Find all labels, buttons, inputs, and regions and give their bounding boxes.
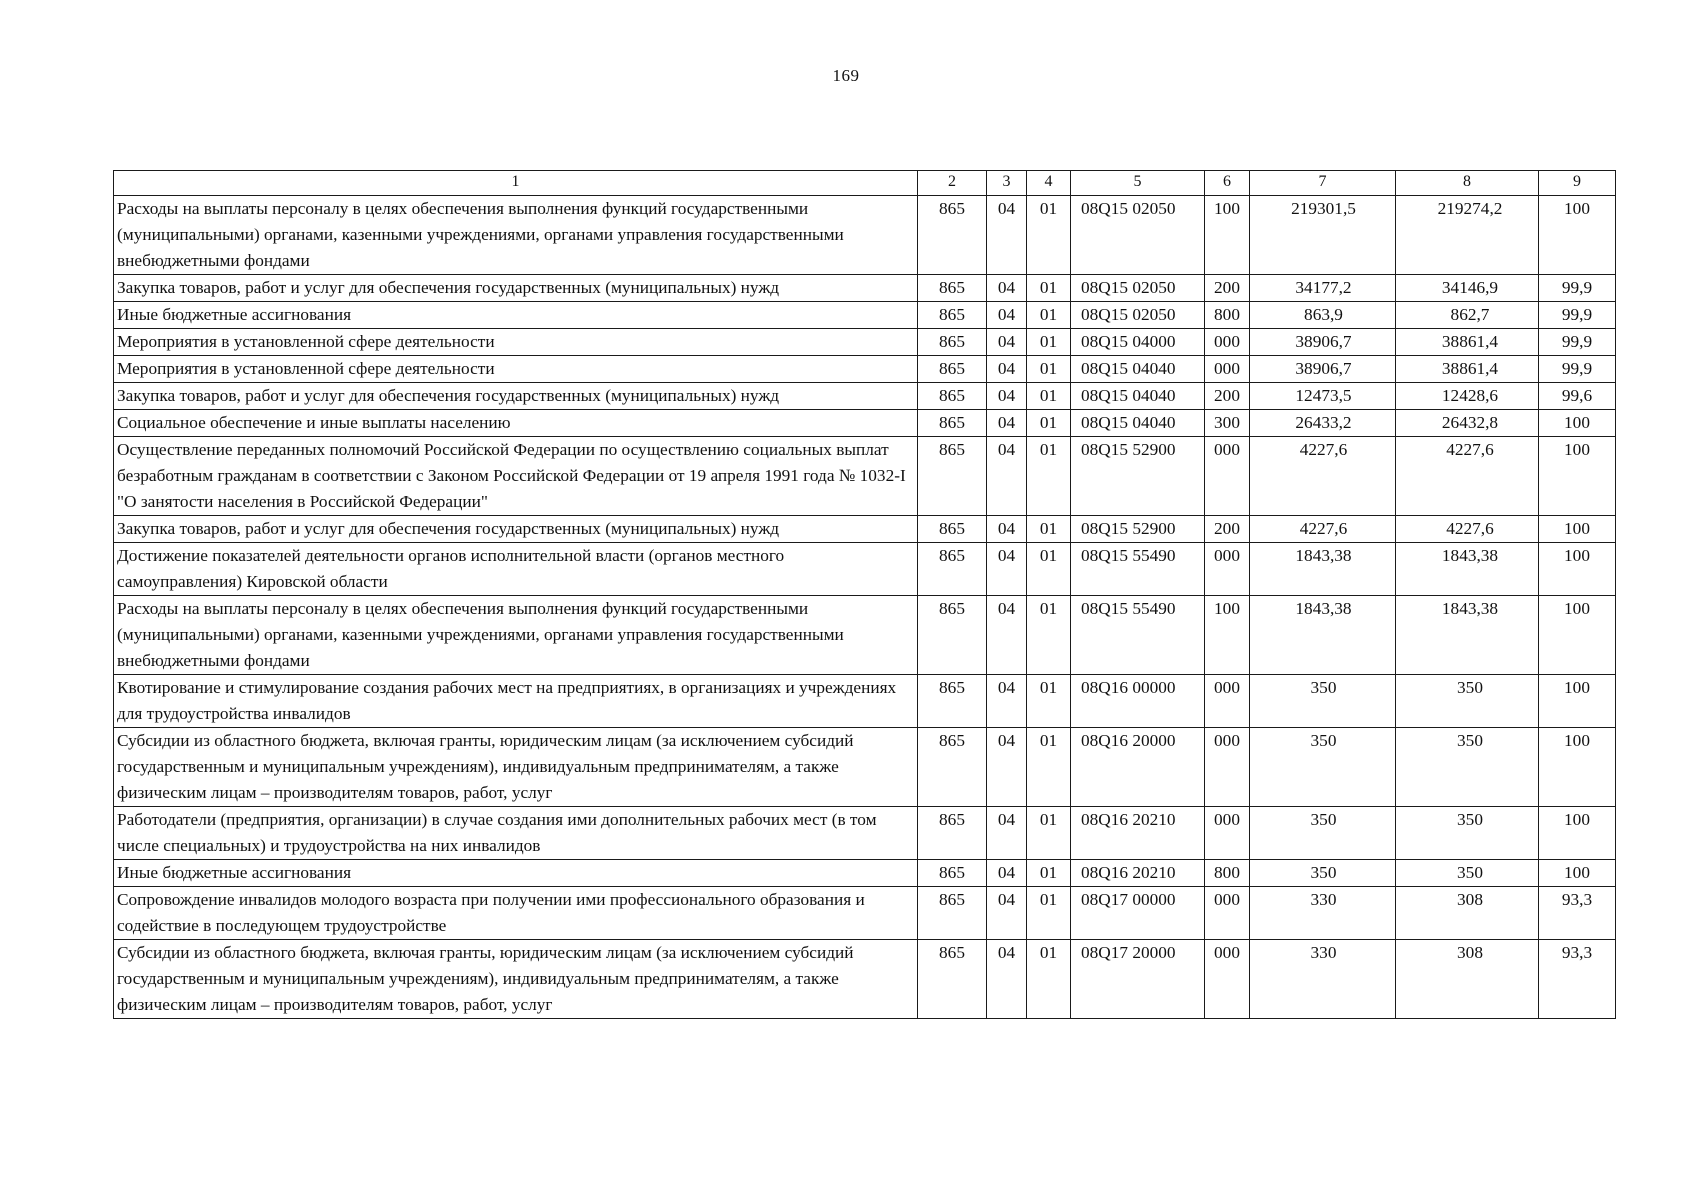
expense-type-cell: 200 (1205, 383, 1250, 410)
actual-amount-cell: 350 (1396, 728, 1539, 807)
code-3-cell: 04 (987, 383, 1027, 410)
planned-amount-cell: 863,9 (1250, 302, 1396, 329)
code-4-cell: 01 (1027, 356, 1071, 383)
table-row (114, 275, 1616, 302)
percent-cell: 100 (1539, 437, 1616, 516)
table-row (114, 860, 1616, 887)
row-name-cell: Достижение показателей деятельности органов исполнительной власти (органов местного самоуправления) Кировской области (114, 543, 918, 596)
target-code-cell: 08Q17 20000 (1071, 940, 1205, 1019)
row-name-cell: Закупка товаров, работ и услуг для обеспечения государственных (муниципальных) нужд (114, 516, 918, 543)
target-code-cell: 08Q17 00000 (1071, 887, 1205, 940)
column-header: 6 (1205, 171, 1250, 196)
actual-amount-cell: 4227,6 (1396, 437, 1539, 516)
target-code-cell: 08Q15 02050 (1071, 302, 1205, 329)
planned-amount-cell: 26433,2 (1250, 410, 1396, 437)
code-3-cell: 04 (987, 887, 1027, 940)
column-header: 8 (1396, 171, 1539, 196)
row-name-cell: Субсидии из областного бюджета, включая гранты, юридическим лицам (за исключением субсидий государственным и муниципальным учреждениям), индивидуальным предпринимателям, а также физическим лицам – производителям товаров, работ, услуг (114, 728, 918, 807)
table-row (114, 675, 1616, 728)
planned-amount-cell: 34177,2 (1250, 275, 1396, 302)
code-3-cell: 04 (987, 275, 1027, 302)
percent-cell: 99,9 (1539, 329, 1616, 356)
code-2-cell: 865 (918, 410, 987, 437)
actual-amount-cell: 26432,8 (1396, 410, 1539, 437)
code-2-cell: 865 (918, 329, 987, 356)
code-2-cell: 865 (918, 940, 987, 1019)
target-code-cell: 08Q15 04040 (1071, 410, 1205, 437)
table-header-row (114, 171, 1616, 196)
code-2-cell: 865 (918, 302, 987, 329)
target-code-cell: 08Q15 02050 (1071, 196, 1205, 275)
row-name-cell: Сопровождение инвалидов молодого возраста при получении ими профессионального образования и содействие в последующем трудоустройстве (114, 887, 918, 940)
row-name-cell: Расходы на выплаты персоналу в целях обеспечения выполнения функций государственными (муниципальными) органами, казенными учреждениями, органами управления государственными внебюджетными фондами (114, 196, 918, 275)
table-row (114, 196, 1616, 275)
row-name-cell: Закупка товаров, работ и услуг для обеспечения государственных (муниципальных) нужд (114, 275, 918, 302)
column-header: 3 (987, 171, 1027, 196)
percent-cell: 100 (1539, 675, 1616, 728)
code-4-cell: 01 (1027, 940, 1071, 1019)
code-3-cell: 04 (987, 516, 1027, 543)
code-4-cell: 01 (1027, 196, 1071, 275)
percent-cell: 99,9 (1539, 275, 1616, 302)
code-4-cell: 01 (1027, 329, 1071, 356)
actual-amount-cell: 350 (1396, 860, 1539, 887)
expense-type-cell: 000 (1205, 940, 1250, 1019)
actual-amount-cell: 1843,38 (1396, 543, 1539, 596)
code-2-cell: 865 (918, 543, 987, 596)
planned-amount-cell: 330 (1250, 940, 1396, 1019)
column-header: 1 (114, 171, 918, 196)
table-row (114, 728, 1616, 807)
percent-cell: 100 (1539, 410, 1616, 437)
planned-amount-cell: 1843,38 (1250, 596, 1396, 675)
expense-type-cell: 000 (1205, 437, 1250, 516)
target-code-cell: 08Q15 55490 (1071, 543, 1205, 596)
code-4-cell: 01 (1027, 887, 1071, 940)
code-2-cell: 865 (918, 887, 987, 940)
table-body (114, 196, 1616, 1019)
code-4-cell: 01 (1027, 860, 1071, 887)
target-code-cell: 08Q15 04040 (1071, 356, 1205, 383)
column-header: 9 (1539, 171, 1616, 196)
code-2-cell: 865 (918, 437, 987, 516)
percent-cell: 100 (1539, 516, 1616, 543)
percent-cell: 100 (1539, 196, 1616, 275)
code-3-cell: 04 (987, 675, 1027, 728)
column-header: 4 (1027, 171, 1071, 196)
page-number: 169 (832, 66, 860, 85)
actual-amount-cell: 38861,4 (1396, 329, 1539, 356)
actual-amount-cell: 4227,6 (1396, 516, 1539, 543)
actual-amount-cell: 38861,4 (1396, 356, 1539, 383)
actual-amount-cell: 350 (1396, 807, 1539, 860)
expense-type-cell: 200 (1205, 516, 1250, 543)
percent-cell: 93,3 (1539, 887, 1616, 940)
target-code-cell: 08Q15 55490 (1071, 596, 1205, 675)
target-code-cell: 08Q16 20210 (1071, 807, 1205, 860)
code-4-cell: 01 (1027, 728, 1071, 807)
code-4-cell: 01 (1027, 275, 1071, 302)
expense-type-cell: 000 (1205, 543, 1250, 596)
table-row (114, 356, 1616, 383)
expense-type-cell: 000 (1205, 887, 1250, 940)
budget-table (113, 170, 1616, 1019)
row-name-cell: Иные бюджетные ассигнования (114, 302, 918, 329)
planned-amount-cell: 38906,7 (1250, 356, 1396, 383)
code-4-cell: 01 (1027, 516, 1071, 543)
row-name-cell: Работодатели (предприятия, организации) в случае создания ими дополнительных рабочих мест (в том числе специальных) и трудоустройства на них инвалидов (114, 807, 918, 860)
code-3-cell: 04 (987, 410, 1027, 437)
code-3-cell: 04 (987, 807, 1027, 860)
percent-cell: 99,9 (1539, 302, 1616, 329)
percent-cell: 93,3 (1539, 940, 1616, 1019)
table-row (114, 940, 1616, 1019)
planned-amount-cell: 350 (1250, 807, 1396, 860)
code-4-cell: 01 (1027, 675, 1071, 728)
code-4-cell: 01 (1027, 383, 1071, 410)
planned-amount-cell: 4227,6 (1250, 437, 1396, 516)
percent-cell: 100 (1539, 807, 1616, 860)
planned-amount-cell: 350 (1250, 728, 1396, 807)
target-code-cell: 08Q15 52900 (1071, 516, 1205, 543)
planned-amount-cell: 330 (1250, 887, 1396, 940)
code-3-cell: 04 (987, 196, 1027, 275)
code-4-cell: 01 (1027, 410, 1071, 437)
actual-amount-cell: 34146,9 (1396, 275, 1539, 302)
table-row (114, 887, 1616, 940)
code-3-cell: 04 (987, 860, 1027, 887)
planned-amount-cell: 4227,6 (1250, 516, 1396, 543)
row-name-cell: Иные бюджетные ассигнования (114, 860, 918, 887)
expense-type-cell: 200 (1205, 275, 1250, 302)
table-row (114, 516, 1616, 543)
code-4-cell: 01 (1027, 437, 1071, 516)
code-3-cell: 04 (987, 728, 1027, 807)
code-3-cell: 04 (987, 356, 1027, 383)
actual-amount-cell: 862,7 (1396, 302, 1539, 329)
expense-type-cell: 800 (1205, 860, 1250, 887)
column-header: 5 (1071, 171, 1205, 196)
row-name-cell: Социальное обеспечение и иные выплаты населению (114, 410, 918, 437)
code-3-cell: 04 (987, 543, 1027, 596)
expense-type-cell: 100 (1205, 196, 1250, 275)
target-code-cell: 08Q16 00000 (1071, 675, 1205, 728)
actual-amount-cell: 308 (1396, 887, 1539, 940)
table-row (114, 596, 1616, 675)
code-2-cell: 865 (918, 516, 987, 543)
column-header: 7 (1250, 171, 1396, 196)
target-code-cell: 08Q16 20210 (1071, 860, 1205, 887)
actual-amount-cell: 219274,2 (1396, 196, 1539, 275)
row-name-cell: Расходы на выплаты персоналу в целях обеспечения выполнения функций государственными (муниципальными) органами, казенными учреждениями, органами управления государственными внебюджетными фондами (114, 596, 918, 675)
table-row (114, 383, 1616, 410)
actual-amount-cell: 1843,38 (1396, 596, 1539, 675)
code-2-cell: 865 (918, 807, 987, 860)
expense-type-cell: 000 (1205, 728, 1250, 807)
code-3-cell: 04 (987, 329, 1027, 356)
row-name-cell: Осуществление переданных полномочий Российской Федерации по осуществлению социальных выплат безработным гражданам в соответствии с Законом Российской Федерации от 19 апреля 1991 года № 1032-I "О занятости населения в Российской Федерации" (114, 437, 918, 516)
percent-cell: 99,6 (1539, 383, 1616, 410)
code-2-cell: 865 (918, 196, 987, 275)
column-header: 2 (918, 171, 987, 196)
planned-amount-cell: 219301,5 (1250, 196, 1396, 275)
expense-type-cell: 000 (1205, 675, 1250, 728)
planned-amount-cell: 350 (1250, 860, 1396, 887)
table-row (114, 437, 1616, 516)
table-row (114, 543, 1616, 596)
expense-type-cell: 300 (1205, 410, 1250, 437)
row-name-cell: Закупка товаров, работ и услуг для обеспечения государственных (муниципальных) нужд (114, 383, 918, 410)
planned-amount-cell: 38906,7 (1250, 329, 1396, 356)
percent-cell: 100 (1539, 543, 1616, 596)
code-3-cell: 04 (987, 437, 1027, 516)
target-code-cell: 08Q15 04000 (1071, 329, 1205, 356)
code-3-cell: 04 (987, 940, 1027, 1019)
target-code-cell: 08Q15 52900 (1071, 437, 1205, 516)
row-name-cell: Квотирование и стимулирование создания рабочих мест на предприятиях, в организациях и учреждениях для трудоустройства инвалидов (114, 675, 918, 728)
actual-amount-cell: 350 (1396, 675, 1539, 728)
planned-amount-cell: 1843,38 (1250, 543, 1396, 596)
target-code-cell: 08Q16 20000 (1071, 728, 1205, 807)
expense-type-cell: 000 (1205, 329, 1250, 356)
planned-amount-cell: 350 (1250, 675, 1396, 728)
code-2-cell: 865 (918, 356, 987, 383)
code-3-cell: 04 (987, 302, 1027, 329)
code-4-cell: 01 (1027, 596, 1071, 675)
actual-amount-cell: 12428,6 (1396, 383, 1539, 410)
code-4-cell: 01 (1027, 807, 1071, 860)
code-2-cell: 865 (918, 275, 987, 302)
percent-cell: 100 (1539, 860, 1616, 887)
percent-cell: 100 (1539, 596, 1616, 675)
code-2-cell: 865 (918, 383, 987, 410)
table-row (114, 302, 1616, 329)
row-name-cell: Субсидии из областного бюджета, включая гранты, юридическим лицам (за исключением субсидий государственным и муниципальным учреждениям), индивидуальным предпринимателям, а также физическим лицам – производителям товаров, работ, услуг (114, 940, 918, 1019)
code-4-cell: 01 (1027, 543, 1071, 596)
target-code-cell: 08Q15 02050 (1071, 275, 1205, 302)
planned-amount-cell: 12473,5 (1250, 383, 1396, 410)
code-3-cell: 04 (987, 596, 1027, 675)
expense-type-cell: 100 (1205, 596, 1250, 675)
percent-cell: 100 (1539, 728, 1616, 807)
table-row (114, 329, 1616, 356)
row-name-cell: Мероприятия в установленной сфере деятельности (114, 329, 918, 356)
code-4-cell: 01 (1027, 302, 1071, 329)
expense-type-cell: 000 (1205, 807, 1250, 860)
expense-type-cell: 000 (1205, 356, 1250, 383)
actual-amount-cell: 308 (1396, 940, 1539, 1019)
code-2-cell: 865 (918, 596, 987, 675)
table-row (114, 807, 1616, 860)
percent-cell: 99,9 (1539, 356, 1616, 383)
code-2-cell: 865 (918, 675, 987, 728)
row-name-cell: Мероприятия в установленной сфере деятельности (114, 356, 918, 383)
expense-type-cell: 800 (1205, 302, 1250, 329)
table-row (114, 410, 1616, 437)
code-2-cell: 865 (918, 860, 987, 887)
target-code-cell: 08Q15 04040 (1071, 383, 1205, 410)
code-2-cell: 865 (918, 728, 987, 807)
